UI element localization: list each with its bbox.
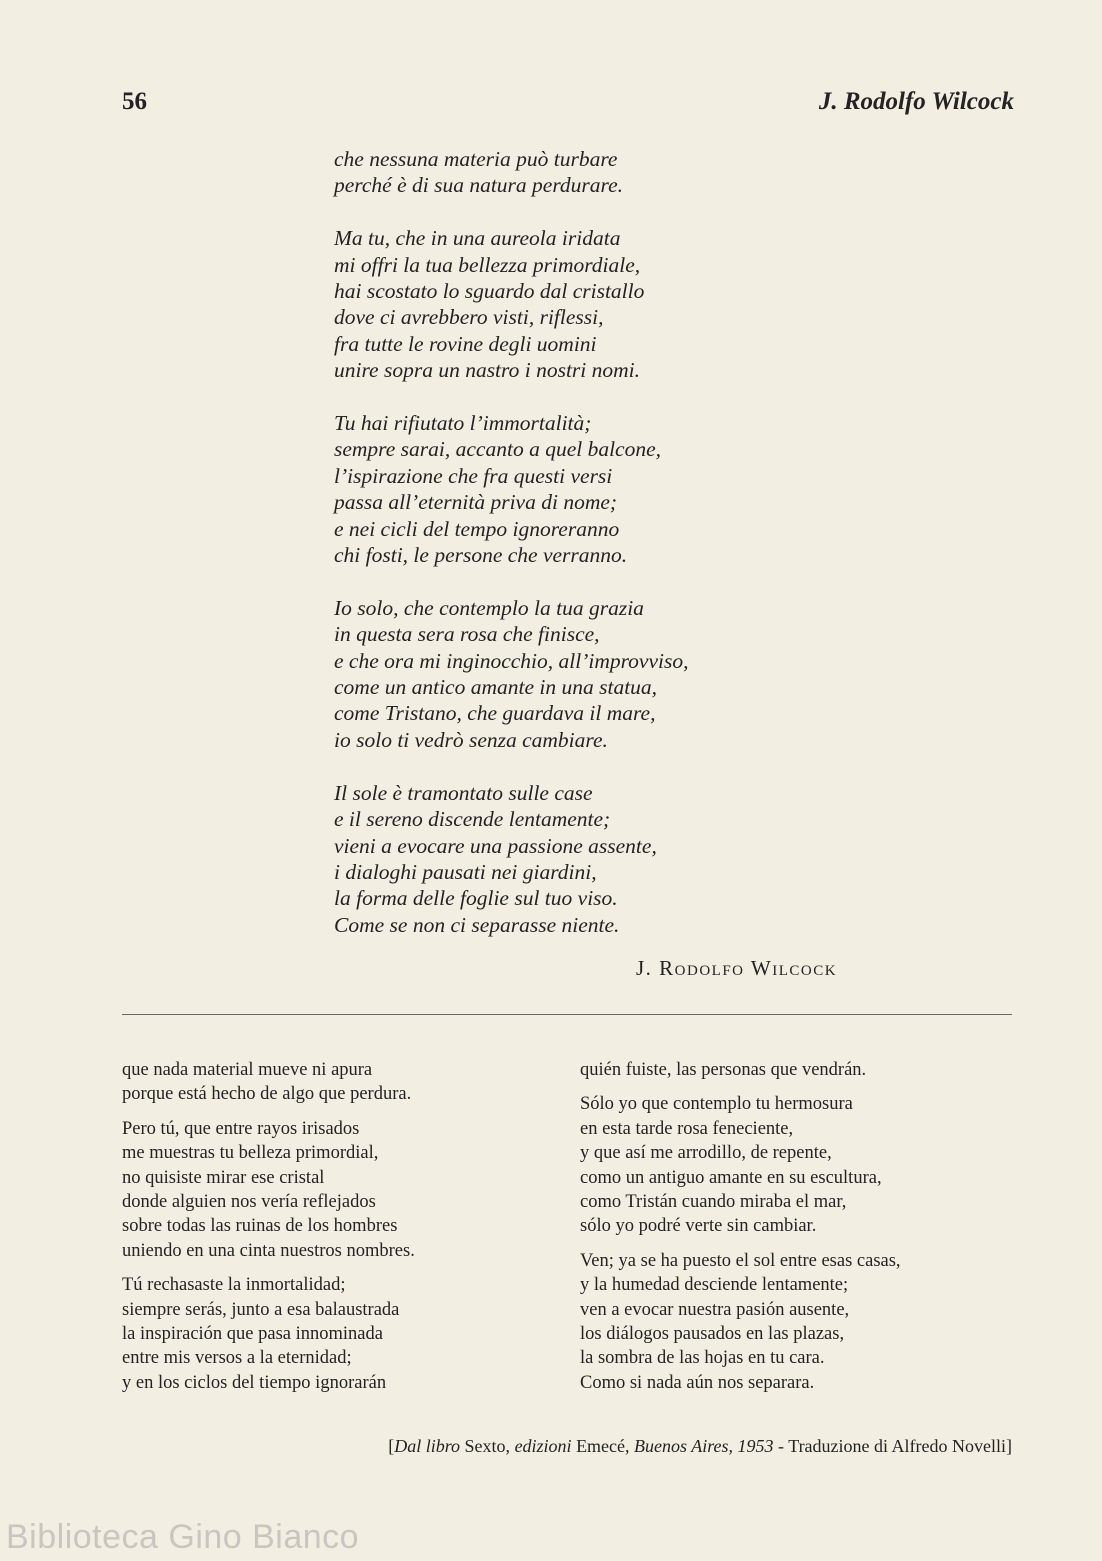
verse-line: e nei cicli del tempo ignoreranno [334,516,620,541]
verse-line: l’ispirazione che fra questi versi [334,463,613,488]
verse-line: entre mis versos a la eternidad; [122,1348,352,1369]
source-note [388,1436,1012,1457]
stanza [122,1273,552,1395]
stanza [580,1058,1012,1082]
verse-line: sólo yo podré verte sin cambiar. [580,1216,817,1237]
stanza [334,595,854,753]
verse-line: Tú rechasaste la inmortalidad; [122,1275,346,1296]
verse-line: me muestras tu belleza primordial, [122,1143,379,1164]
stanza [334,780,854,938]
verse-line: como Tristán cuando miraba el mar, [580,1192,847,1213]
verse-line: que nada material mueve ni apura [122,1060,373,1080]
verse-line: Tu hai rifiutato l’immortalità; [334,411,592,436]
verse-line: Pero tú, que entre rayos irisados [122,1118,360,1139]
verse-line: io solo ti vedrò senza cambiare. [334,727,608,752]
stanza [580,1249,1012,1395]
stanza [580,1092,1012,1238]
source-edizioni: edizioni [514,1436,572,1456]
verse-line: porque está hecho de algo que perdura. [122,1084,412,1105]
verse-line: sempre sarai, accanto a quel balcone, [334,437,662,462]
stanza [334,410,854,568]
verse-line: Il sole è tramontato sulle case [334,780,593,805]
stanza [122,1058,552,1107]
verse-line: ven a evocar nuestra pasión ausente, [580,1299,850,1320]
page-number: 56 [122,88,147,115]
source-translator: - Traduzione di Alfredo Novelli] [778,1436,1012,1456]
verse-line: uniendo en una cinta nuestros nombres. [122,1240,415,1261]
verse-line: perché è di sua natura perdurare. [334,173,624,198]
verse-line: e che ora mi inginocchio, all’improvviso, [334,648,689,673]
verse-line: come Tristano, che guardava il mare, [334,701,656,726]
verse-line: come un antico amante in una statua, [334,675,658,700]
stanza [334,146,854,199]
verse-line: in questa sera rosa che finisce, [334,622,600,647]
author-signature: J. Rodolfo Wilcock [636,956,838,980]
verse-line: donde alguien nos vería reflejados [122,1192,376,1213]
source-bracket: [ [388,1436,395,1456]
stanza [334,225,854,383]
section-divider [122,1014,1012,1015]
verse-line: quién fuiste, las personas que vendrán. [580,1060,867,1080]
verse-line: sobre todas las ruinas de los hombres [122,1216,398,1237]
source-dal-libro: Dal libro [394,1436,461,1456]
verse-line: Ven; ya se ha puesto el sol entre esas casas, [580,1250,901,1271]
verse-line: che nessuna materia può turbare [334,147,618,171]
verse-line: vieni a evocare una passione assente, [334,833,657,858]
verse-line: Ma tu, che in una aureola iridata [334,226,621,251]
source-publisher: Emecé, [576,1436,630,1456]
verse-line: dove ci avrebbero visti, riflessi, [334,305,604,330]
watermark: Biblioteca Gino Bianco [6,1518,360,1556]
verse-line: passa all’eternità priva di nome; [334,490,618,515]
verse-line: siempre serás, junto a esa balaustrada [122,1299,400,1320]
verse-line: mi offri la tua bellezza primordiale, [334,252,641,277]
verse-line: Io solo, che contemplo la tua grazia [334,595,644,620]
verse-line: chi fosti, le persone che verranno. [334,543,628,568]
verse-line: Come se non ci separasse niente. [334,912,620,937]
verse-line: la inspiración que pasa innominada [122,1324,383,1345]
verse-line: unire sopra un nastro i nostri nomi. [334,358,641,383]
verse-line: los diálogos pausados en las plazas, [580,1324,845,1345]
stanza [122,1117,552,1263]
source-book-title: Sexto, [464,1436,511,1456]
verse-line: la forma delle foglie sul tuo viso. [334,886,618,911]
running-head: J. Rodolfo Wilcock [818,88,1014,115]
source-place-year: Buenos Aires, 1953 [634,1436,774,1456]
verse-line: y en los ciclos del tiempo ignorarán [122,1372,387,1393]
verse-line: e il sereno discende lentamente; [334,807,611,832]
verse-line: i dialoghi pausati nei giardini, [334,859,597,884]
verse-line: Como si nada aún nos separara. [580,1372,815,1393]
verse-line: y la humedad desciende lentamente; [580,1275,849,1296]
verse-line: no quisiste mirar ese cristal [122,1167,325,1188]
verse-line: en esta tarde rosa feneciente, [580,1118,794,1139]
translation-left-column [122,1058,552,1405]
verse-line: la sombra de las hojas en tu cara. [580,1348,825,1369]
verse-line: Sólo yo que contemplo tu hermosura [580,1094,853,1115]
verse-line: fra tutte le rovine degli uomini [334,331,597,356]
verse-line: hai scostato lo sguardo dal cristallo [334,279,645,304]
translation-right-column [580,1058,1012,1405]
verse-line: y que así me arrodillo, de repente, [580,1143,832,1164]
verse-line: como un antiguo amante en su escultura, [580,1167,882,1188]
poem-italian [334,146,854,965]
